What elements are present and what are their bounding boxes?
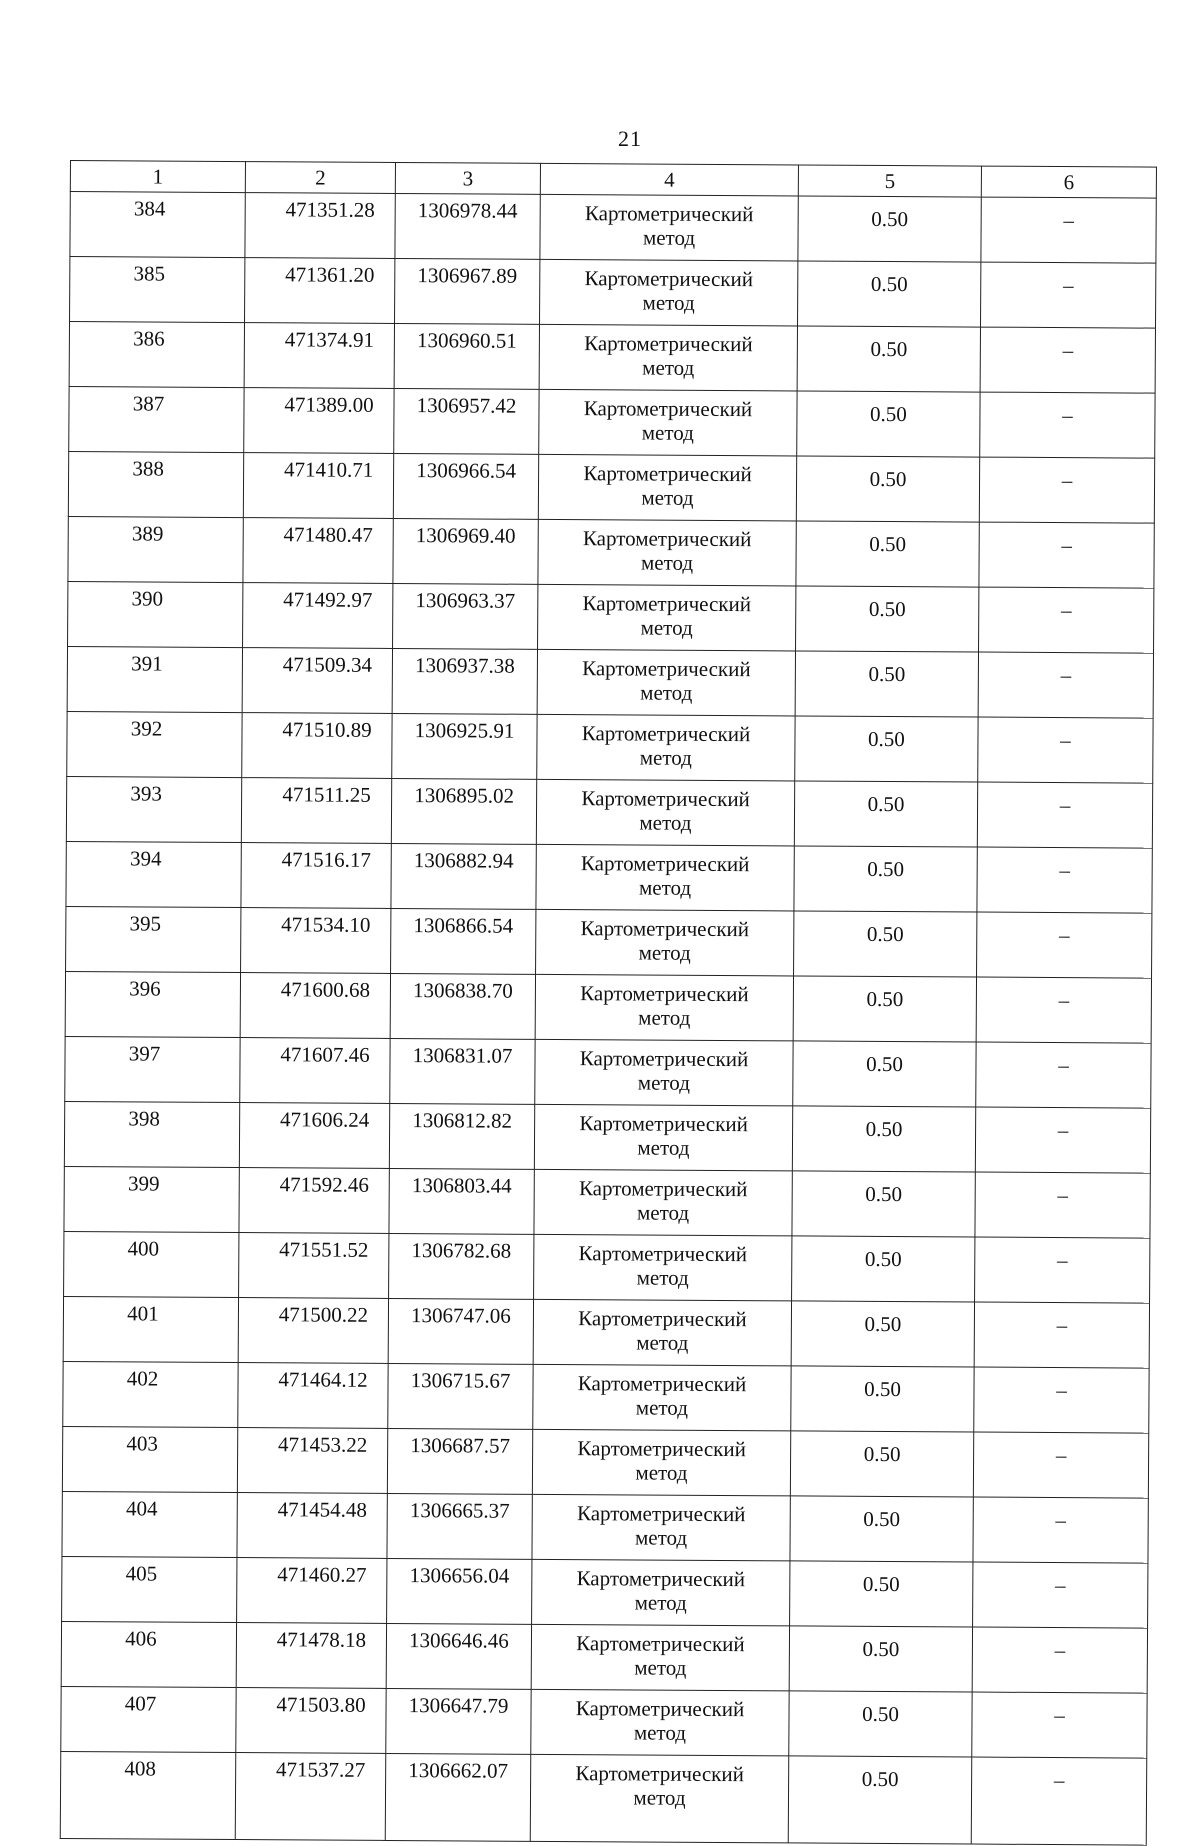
point-number-cell: 402 (63, 1361, 238, 1427)
method-cell (533, 1364, 791, 1431)
method-text-line1: Картометрический (575, 1761, 744, 1787)
method-text-line1: Картометрический (583, 396, 753, 422)
y-coordinate-cell: 1306969.40 (393, 518, 538, 584)
x-coordinate-cell: 471478.18 (236, 1623, 386, 1689)
point-number-cell: 385 (70, 257, 245, 323)
y-coordinate-cell: 1306925.91 (392, 713, 537, 779)
point-number-cell: 400 (64, 1231, 239, 1297)
accuracy-cell: 0.50 (793, 1041, 976, 1107)
note-cell: – (980, 392, 1155, 458)
method-cell (534, 1169, 792, 1236)
method-cell (536, 909, 794, 976)
method-text-line2: метод (634, 1525, 688, 1550)
accuracy-cell: 0.50 (797, 391, 980, 457)
y-coordinate-cell: 1306647.79 (386, 1688, 531, 1754)
accuracy-cell: 0.50 (794, 911, 977, 977)
table-row (64, 1231, 1150, 1303)
method-text-line2: метод (635, 1460, 688, 1485)
y-coordinate-cell: 1306831.07 (390, 1038, 535, 1104)
method-text-line1: Картометрический (582, 526, 752, 552)
method-text-line1: Картометрический (584, 331, 753, 357)
y-coordinate-cell: 1306978.44 (395, 193, 540, 259)
accuracy-cell: 0.50 (789, 1691, 972, 1757)
point-number-cell: 390 (68, 581, 243, 647)
accuracy-cell: 0.50 (789, 1626, 972, 1692)
table-row (70, 192, 1156, 264)
note-cell: – (977, 912, 1152, 978)
y-coordinate-cell: 1306957.42 (394, 388, 539, 454)
point-number-cell: 388 (68, 451, 243, 517)
note-cell: – (975, 1107, 1150, 1173)
note-cell: – (979, 457, 1154, 523)
x-coordinate-cell: 471503.80 (236, 1688, 386, 1754)
point-number-cell: 396 (65, 971, 240, 1037)
column-header: 2 (245, 162, 395, 194)
y-coordinate-cell: 1306967.89 (395, 258, 540, 324)
note-cell: – (972, 1692, 1147, 1758)
method-cell (537, 649, 795, 716)
table-row (65, 971, 1151, 1043)
y-coordinate-cell: 1306662.07 (385, 1753, 531, 1841)
y-coordinate-cell: 1306665.37 (387, 1493, 532, 1559)
point-number-cell: 393 (66, 776, 241, 842)
point-number-cell: 408 (60, 1751, 236, 1839)
method-cell (537, 714, 795, 781)
table-row (62, 1556, 1148, 1628)
method-text-line1: Картометрический (581, 786, 750, 812)
method-text-line2: метод (642, 355, 695, 380)
accuracy-cell: 0.50 (795, 651, 978, 717)
point-number-cell: 386 (69, 322, 244, 388)
table-row (65, 1036, 1151, 1108)
method-cell (533, 1299, 791, 1366)
note-cell: – (979, 587, 1154, 653)
page-number: 21 (618, 126, 642, 151)
table-row (60, 1751, 1147, 1845)
y-coordinate-cell: 1306687.57 (387, 1428, 532, 1494)
method-cell (535, 1039, 793, 1106)
table-row (68, 516, 1154, 588)
y-coordinate-cell: 1306782.68 (389, 1233, 534, 1299)
method-text-line1: Картометрический (578, 1241, 748, 1267)
point-number-cell: 394 (66, 841, 241, 907)
y-coordinate-cell: 1306747.06 (388, 1298, 533, 1364)
note-cell: – (977, 782, 1152, 848)
method-cell (530, 1754, 789, 1843)
method-text-line2: метод (635, 1395, 689, 1420)
x-coordinate-cell: 471389.00 (244, 388, 394, 454)
table-row (62, 1491, 1148, 1563)
column-header: 3 (395, 162, 540, 194)
x-coordinate-cell: 471606.24 (239, 1103, 389, 1169)
note-cell: – (977, 847, 1152, 913)
accuracy-cell: 0.50 (796, 521, 979, 587)
method-text-line1: Картометрический (578, 1176, 748, 1202)
accuracy-cell: 0.50 (792, 1106, 975, 1172)
accuracy-cell: 0.50 (797, 261, 980, 327)
y-coordinate-cell: 1306646.46 (386, 1623, 531, 1689)
coordinates-table (60, 160, 1157, 1846)
point-number-cell: 387 (69, 386, 244, 452)
point-number-cell: 405 (62, 1556, 237, 1622)
method-cell (535, 974, 793, 1041)
table-row (63, 1296, 1149, 1368)
note-cell: – (976, 1042, 1151, 1108)
table-row (63, 1361, 1149, 1433)
method-text-line1: Картометрический (582, 591, 752, 617)
table-row (67, 646, 1153, 718)
x-coordinate-cell: 471516.17 (241, 843, 391, 909)
method-text-line1: Картометрический (576, 1501, 746, 1527)
method-cell (539, 389, 797, 456)
accuracy-cell: 0.50 (796, 586, 979, 652)
accuracy-cell: 0.50 (794, 846, 977, 912)
point-number-cell: 389 (68, 516, 243, 582)
method-text-line2: метод (636, 1265, 689, 1290)
x-coordinate-cell: 471500.22 (238, 1298, 388, 1364)
method-text-line2: метод (638, 875, 692, 900)
method-text-line2: метод (638, 940, 691, 965)
x-coordinate-cell: 471460.27 (237, 1558, 387, 1624)
x-coordinate-cell: 471453.22 (237, 1428, 387, 1494)
table-row (69, 322, 1155, 394)
method-text-line1: Картометрический (578, 1306, 747, 1332)
method-cell (531, 1689, 789, 1756)
note-cell: – (973, 1562, 1148, 1628)
note-cell: – (978, 717, 1153, 783)
method-cell (532, 1559, 790, 1626)
x-coordinate-cell: 471551.52 (239, 1233, 389, 1299)
point-number-cell: 398 (64, 1101, 239, 1167)
point-number-cell: 406 (61, 1621, 236, 1687)
method-cell (534, 1104, 792, 1171)
method-cell (538, 454, 796, 521)
method-text-line2: метод (639, 745, 692, 770)
note-cell: – (975, 1172, 1150, 1238)
point-number-cell: 395 (66, 906, 241, 972)
x-coordinate-cell: 471351.28 (245, 193, 395, 259)
y-coordinate-cell: 1306895.02 (391, 778, 536, 844)
accuracy-cell: 0.50 (791, 1366, 974, 1432)
accuracy-cell: 0.50 (792, 1236, 975, 1302)
table-row (61, 1621, 1147, 1693)
x-coordinate-cell: 471537.27 (235, 1753, 386, 1841)
x-coordinate-cell: 471509.34 (242, 648, 392, 714)
column-header: 1 (70, 161, 245, 193)
note-cell: – (974, 1367, 1149, 1433)
accuracy-cell: 0.50 (796, 456, 979, 522)
method-text-line2: метод (636, 1200, 690, 1225)
method-text-line1: Картометрический (577, 1371, 747, 1397)
method-cell (532, 1429, 790, 1496)
method-text-line2: метод (636, 1330, 689, 1355)
point-number-cell: 391 (67, 646, 242, 712)
x-coordinate-cell: 471492.97 (243, 583, 393, 649)
note-cell: – (978, 652, 1153, 718)
x-coordinate-cell: 471511.25 (241, 778, 391, 844)
method-text-line2: метод (633, 1720, 687, 1745)
x-coordinate-cell: 471361.20 (245, 258, 395, 324)
table-row (66, 841, 1152, 913)
method-cell (540, 194, 798, 261)
accuracy-cell: 0.50 (798, 196, 981, 262)
method-text-line2: метод (641, 420, 694, 445)
table-row (69, 386, 1155, 458)
y-coordinate-cell: 1306960.51 (394, 323, 539, 389)
method-cell (539, 324, 797, 391)
method-text-line1: Картометрический (581, 721, 751, 747)
method-text-line1: Картометрический (576, 1631, 745, 1657)
x-coordinate-cell: 471480.47 (243, 518, 393, 584)
method-cell (532, 1494, 790, 1561)
method-text-line2: метод (634, 1655, 687, 1680)
table-row (64, 1166, 1150, 1238)
accuracy-cell: 0.50 (793, 976, 976, 1042)
method-cell (536, 844, 794, 911)
method-cell (534, 1234, 792, 1301)
note-cell: – (980, 327, 1155, 393)
x-coordinate-cell: 471410.71 (243, 453, 393, 519)
x-coordinate-cell: 471374.91 (244, 323, 394, 389)
method-text-line2: метод (640, 680, 693, 705)
method-text-line2: метод (639, 810, 692, 835)
x-coordinate-cell: 471510.89 (242, 713, 392, 779)
method-text-line1: Картометрический (576, 1566, 746, 1592)
table-row (62, 1426, 1148, 1498)
method-text-line1: Картометрический (584, 266, 754, 292)
table-row (68, 581, 1154, 653)
point-number-cell: 392 (67, 711, 242, 777)
method-text-line2: метод (634, 1590, 687, 1615)
method-text-line1: Картометрический (584, 201, 754, 227)
x-coordinate-cell: 471607.46 (240, 1038, 390, 1104)
method-text-line1: Картометрический (577, 1436, 746, 1462)
note-cell: – (976, 977, 1151, 1043)
method-text-line1: Картометрический (580, 851, 750, 877)
y-coordinate-cell: 1306803.44 (389, 1168, 534, 1234)
table-body (60, 192, 1156, 1846)
point-number-cell: 404 (62, 1491, 237, 1557)
accuracy-cell: 0.50 (797, 326, 980, 392)
table-row (67, 711, 1153, 783)
accuracy-cell: 0.50 (795, 716, 978, 782)
table-row (61, 1686, 1147, 1758)
y-coordinate-cell: 1306937.38 (392, 648, 537, 714)
point-number-cell: 403 (62, 1426, 237, 1492)
accuracy-cell: 0.50 (788, 1756, 972, 1844)
method-text-line1: Картометрический (575, 1696, 745, 1722)
method-text-line2: метод (637, 1135, 690, 1160)
method-text-line2: метод (638, 1005, 691, 1030)
method-text-line2: метод (633, 1785, 686, 1810)
point-number-cell: 399 (64, 1166, 239, 1232)
note-cell: – (980, 262, 1155, 328)
note-cell: – (973, 1497, 1148, 1563)
method-text-line2: метод (642, 225, 696, 250)
table-row (66, 906, 1152, 978)
method-cell (531, 1624, 789, 1691)
method-text-line2: метод (641, 485, 694, 510)
method-text-line1: Картометрический (582, 656, 751, 682)
accuracy-cell: 0.50 (794, 781, 977, 847)
method-text-line1: Картометрический (580, 916, 750, 942)
note-cell: – (979, 522, 1154, 588)
y-coordinate-cell: 1306966.54 (393, 453, 538, 519)
accuracy-cell: 0.50 (790, 1561, 973, 1627)
y-coordinate-cell: 1306812.82 (389, 1103, 534, 1169)
y-coordinate-cell: 1306715.67 (388, 1363, 533, 1429)
method-cell (538, 519, 796, 586)
x-coordinate-cell: 471454.48 (237, 1493, 387, 1559)
note-cell: – (971, 1757, 1147, 1845)
point-number-cell: 407 (61, 1686, 236, 1752)
table-row (70, 257, 1156, 329)
column-header: 6 (981, 166, 1156, 198)
accuracy-cell: 0.50 (792, 1171, 975, 1237)
column-header: 4 (540, 163, 798, 196)
method-cell (540, 259, 798, 326)
y-coordinate-cell: 1306838.70 (390, 973, 535, 1039)
y-coordinate-cell: 1306656.04 (387, 1558, 532, 1624)
accuracy-cell: 0.50 (790, 1496, 973, 1562)
table-row (68, 451, 1154, 523)
note-cell: – (981, 197, 1156, 263)
note-cell: – (975, 1237, 1150, 1303)
method-cell (538, 584, 796, 651)
method-text-line1: Картометрический (579, 1111, 748, 1137)
method-text-line2: метод (640, 615, 693, 640)
point-number-cell: 397 (65, 1036, 240, 1102)
x-coordinate-cell: 471464.12 (238, 1363, 388, 1429)
x-coordinate-cell: 471600.68 (240, 973, 390, 1039)
method-text-line1: Картометрический (579, 1046, 749, 1072)
column-header: 5 (798, 165, 981, 197)
x-coordinate-cell: 471592.46 (239, 1168, 389, 1234)
note-cell: – (972, 1627, 1147, 1693)
accuracy-cell: 0.50 (791, 1301, 974, 1367)
y-coordinate-cell: 1306866.54 (391, 908, 536, 974)
method-cell (536, 779, 794, 846)
method-text-line2: метод (640, 550, 694, 575)
table-row (64, 1101, 1150, 1173)
note-cell: – (973, 1432, 1148, 1498)
x-coordinate-cell: 471534.10 (241, 908, 391, 974)
point-number-cell: 384 (70, 192, 245, 258)
point-number-cell: 401 (63, 1296, 238, 1362)
method-text-line2: метод (642, 290, 695, 315)
y-coordinate-cell: 1306963.37 (393, 583, 538, 649)
method-text-line2: метод (637, 1070, 690, 1095)
method-text-line1: Картометрический (580, 981, 749, 1007)
y-coordinate-cell: 1306882.94 (391, 843, 536, 909)
table-row (66, 776, 1152, 848)
accuracy-cell: 0.50 (790, 1431, 973, 1497)
note-cell: – (974, 1302, 1149, 1368)
method-text-line1: Картометрический (583, 461, 752, 487)
